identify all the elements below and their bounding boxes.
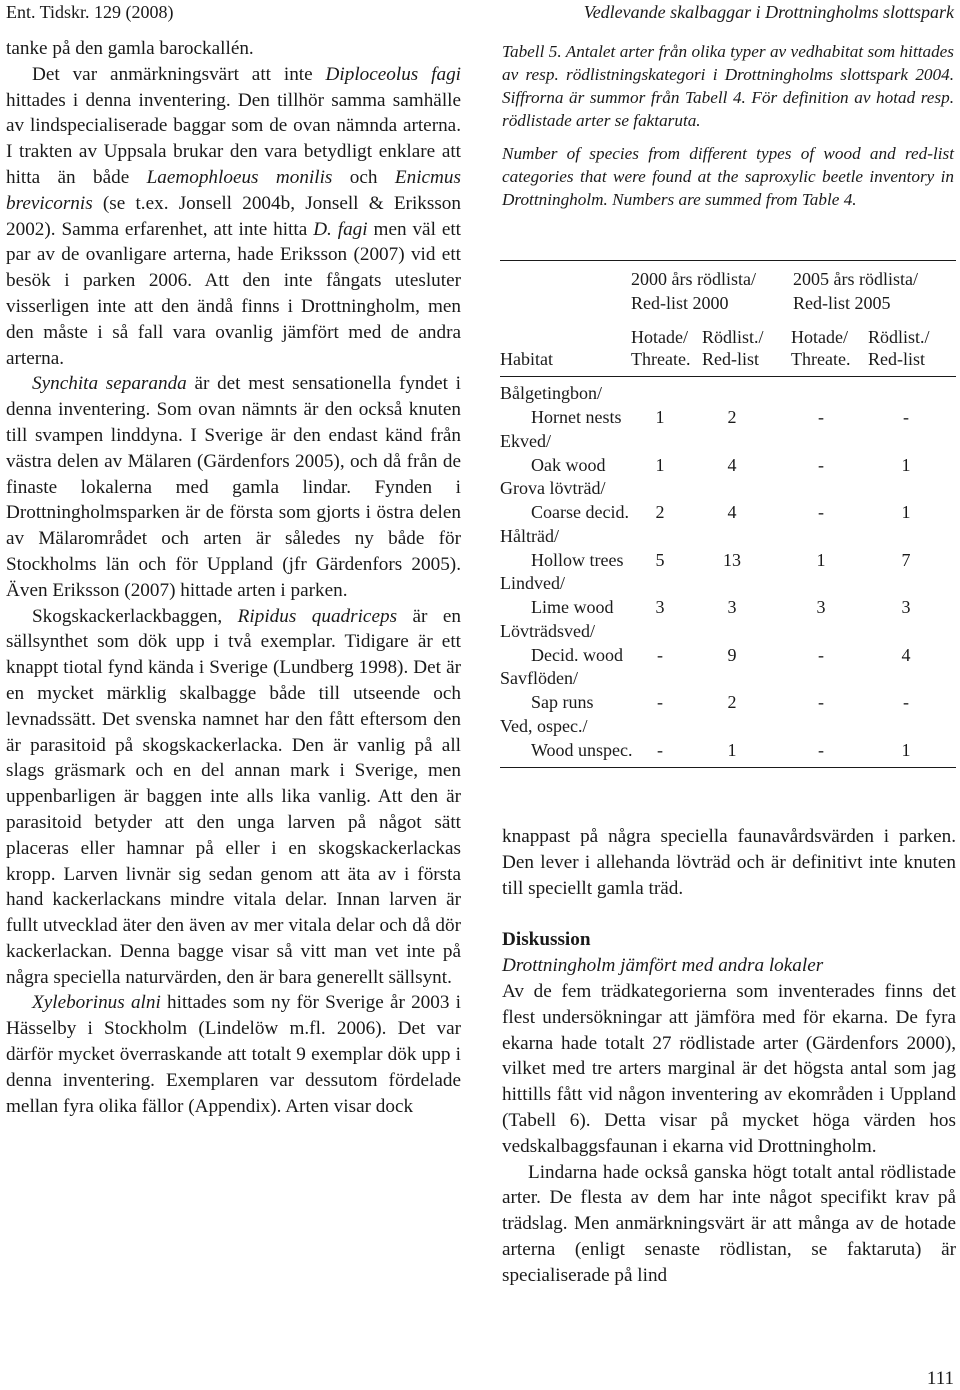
table-cell: - [818, 692, 824, 712]
table-cell: 3 [655, 597, 665, 617]
table-cell: - [903, 692, 909, 712]
table-cell: 4 [727, 502, 737, 522]
section-subheading: Drottningholm jämfört med andra lokaler [502, 955, 824, 977]
table-cell: - [818, 454, 824, 475]
habitat-label-sv: Hålträd/ [500, 525, 559, 546]
page-number: 111 [926, 1368, 954, 1389]
habitat-label-sv: Grova lövträd/ [500, 478, 606, 498]
caption-english: Number of species from different types of wood and red-list categories that were found at the saproxylic beetle inventory in Drottningholm. Numbers are summed from Table 4. [502, 144, 954, 209]
table-cell: 3 [901, 597, 911, 617]
table-cell: - [657, 644, 663, 665]
column-group-2000: 2000 års rödlista/ [631, 269, 756, 289]
table-cell: 1 [901, 454, 911, 475]
table-cell: 9 [727, 644, 737, 665]
habitat-label-sv: Savflöden/ [500, 668, 578, 688]
column-header-redlisted-2005: Rödlist./ [868, 327, 930, 347]
column-header-threatened-2005: Hotade/ [791, 327, 848, 347]
section-heading: Diskussion [502, 929, 591, 951]
habitat-label-en: Wood unspec. [531, 739, 633, 760]
table-cell: 5 [655, 549, 665, 570]
table-top-rule [500, 260, 956, 261]
column-header-threatened-2000-en: Threate. [631, 349, 691, 369]
table-caption [502, 40, 954, 221]
table-cell: - [657, 739, 663, 760]
table-cell: 2 [727, 407, 737, 427]
paragraph: tanke på den gamla barockallén. [6, 38, 254, 59]
habitat-label-sv: Bålgetingbon/ [500, 383, 602, 403]
paragraph: Xyleborinus alni hittades som ny för Sverige år 2003 i Hässelby i Stockholm (Lindelöw m.fl. 2006). Det var därför mycket överraskande att totalt 9 exemplar dök upp i denna inventering. Exemplaren var dessutom fördelade mellan fyra olika fällor (Appendix). Arten visar dock [6, 992, 461, 1117]
table-cell: - [657, 692, 663, 712]
table-cell: 3 [816, 597, 826, 617]
column-group-2005: 2005 års rödlista/ [793, 269, 918, 289]
table-cell: - [818, 407, 824, 427]
caption-swedish: Tabell 5. Antalet arter från olika typer av vedhabitat som hittades av resp. rödlistningskategori i Drottningholms slottspark 2004. Siffrorna är summor från Tabell 4. För definition av hotad resp. rödlistade arter se faktaruta. [502, 42, 954, 130]
table-cell: 1 [901, 739, 911, 760]
table-cell: 1 [655, 454, 665, 475]
left-column [6, 36, 461, 1119]
table-cell: - [818, 644, 824, 665]
table-cell: 2 [727, 692, 737, 712]
habitat-label-en: Oak wood [531, 454, 606, 475]
table-cell: 4 [901, 644, 911, 665]
column-header-redlisted-2005-en: Red-list [868, 349, 925, 369]
table-cell: 13 [723, 549, 741, 570]
paragraph: knappast på några speciella faunavårdsvärden i parken. Den lever i allehanda lövträd och är definitivt inte knuten till speciellt gamla träd. [502, 826, 956, 899]
paragraph: Det var anmärkningsvärt att inte Diploceolus fagi hittades i denna inventering. Den tillhör samma samhälle av lindspecialiserade baggar som de ovan nämnda arterna. I trakten av Uppsala brukar den vara betydligt enklare att hitta än både Laemophloeus monilis och Enicmus brevicornis (se t.ex. Jonsell 2004b, Jonsell & Eriksson 2002). Samma erfarenhet, att inte hitta D. fagi men väl ett par av de ovanligare arterna, hade Eriksson (2007) vid ett besök i parken 2006. Att den inte fångats utesluter visserligen inte att den ändå finns i Drottningholm, men den måste i så fall vara ovanlig jämfört med de andra arterna. [6, 63, 461, 369]
table-bottom-rule [500, 767, 956, 768]
paragraph: Skogskackerlackbaggen, Ripidus quadriceps är en sällsynthet som dök upp i två exemplar. Tidigare är ett knappt tiotal fynd kända i Sverige (Lundberg 1998). Det är en mycket märklig skalbagge både till utseende och levnadssätt. Det svenska namnet har den fått eftersom den är parasitoid på skogskackerlacka. Den är vanlig på all slags gräsmark och en del annan mark i Sverige, men uppenbarligen är baggen inte alls lika vanlig. Att den är parasitoid betyder att den unga larven på något sätt placeras eller hamnar på eller i en skogskackerlackas kropp. Larven livnär sig sedan genom att äta av i första hand kackerlackans mindre vitala delar. Innan larven är fullt utvecklad äter den även av mer vitala delar och då dör kackerlackan. Denna bagge visar så vitt man vet inte på några speciella naturvärden, den är bara generellt sällsynt. [6, 605, 461, 988]
column-header-threatened-2005-en: Threate. [791, 349, 851, 369]
habitat-label-en: Decid. wood [531, 644, 623, 665]
running-header-left: Ent. Tidskr. 129 (2008) [6, 2, 174, 22]
column-header-threatened-2000: Hotade/ [631, 327, 688, 347]
table-cell: 4 [727, 454, 737, 475]
table-cell: 3 [727, 597, 737, 617]
table-cell: 1 [727, 739, 737, 760]
habitat-label-en: Hollow trees [531, 549, 624, 570]
paragraph: Synchita separanda är det mest sensationella fyndet i denna inventering. Som ovan nämnts är den också knuten till svampen linddyna. I Sverige är den endast känd från västra delen av Mälaren (Gärdenfors 2005), och då från de finaste lokalerna med gamla lindar. Fynden i Drottningholmsparken är de första som gjorts i östra delen av Mälarområdet och arten är således ny både för Stockholms län och för Uppland (jfr Gärdenfors 2005). Även Eriksson (2007) hittade arten i parken. [6, 373, 461, 601]
table-cell: - [818, 739, 824, 760]
table-cell: - [903, 407, 909, 427]
column-group-2000-en: Red-list 2000 [631, 293, 729, 313]
habitat-label-en: Hornet nests [531, 407, 622, 427]
table-cell: 2 [655, 502, 665, 522]
habitat-label-sv: Lindved/ [500, 573, 565, 593]
habitat-label-en: Sap runs [531, 692, 594, 712]
column-header-redlisted-2000: Rödlist./ [702, 327, 764, 347]
table-cell: 1 [655, 407, 665, 427]
right-column [502, 824, 956, 1289]
habitat-label-en: Lime wood [531, 597, 614, 617]
habitat-label-sv: Ved, ospec./ [500, 715, 588, 736]
paragraph: Av de fem trädkategorierna som inventerades finns det flest undersökningar att jämföra med för ekarna. De fyra ekarna hade totalt 27 rödlistade arter (Gärdenfors 2000), vilket med tre arters marginal är det högsta antal som jag hittills fått vid någon inventering av ekområden i Uppland (Tabell 6). Detta visar på mycket höga värden hos vedskalbaggsfaunan i ekarna vid Drottningholm. [502, 980, 956, 1157]
table-cell: 7 [901, 549, 911, 570]
running-header-right: Vedlevande skalbaggar i Drottningholms slottspark [583, 2, 954, 22]
column-header-redlisted-2000-en: Red-list [702, 349, 759, 369]
paragraph: Lindarna hade också ganska högt totalt antal rödlistade arter. De flesta av dem har inte något specifikt krav på trädslag. Men anmärkningsvärt är att många av de hotade arterna (enligt senaste rödlistan, se faktaruta) är specialiserade på lind [502, 1161, 956, 1286]
habitat-label-sv: Lövträdsved/ [500, 620, 595, 641]
table-cell: - [818, 502, 824, 522]
habitat-label-en: Coarse decid. [531, 502, 629, 522]
habitat-label-sv: Ekved/ [500, 430, 551, 451]
column-group-2005-en: Red-list 2005 [793, 293, 891, 313]
table-cell: 1 [816, 549, 826, 570]
column-header-habitat: Habitat [500, 349, 553, 369]
table-cell: 1 [901, 502, 911, 522]
table-header-rule [500, 376, 956, 377]
